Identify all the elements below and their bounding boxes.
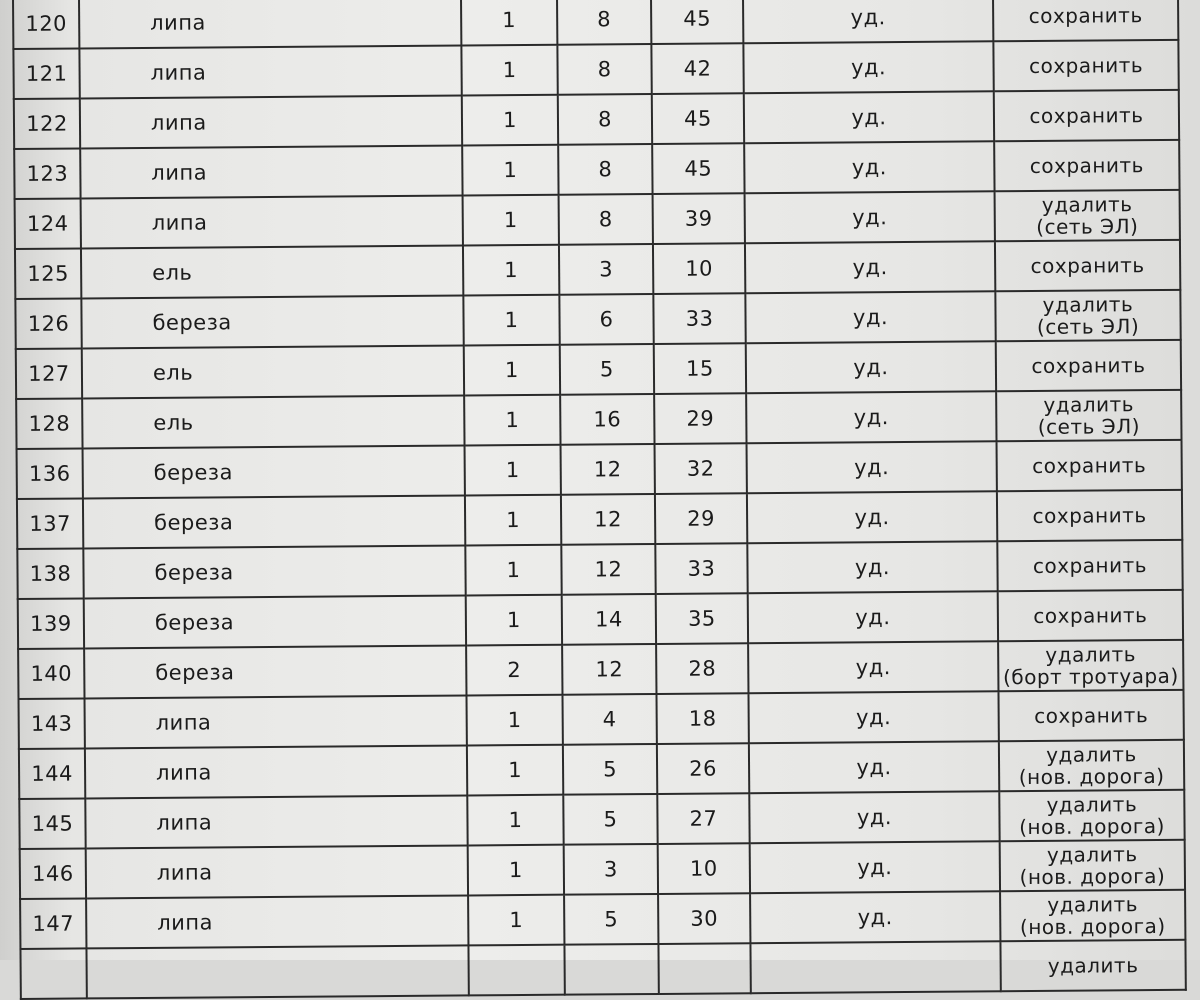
table-body [13, 0, 1186, 999]
quantity-cell: 1 [466, 695, 562, 746]
action-note: (борт тротуара) [1002, 663, 1179, 690]
species-cell: береза [81, 295, 463, 348]
action-label: сохранить [1028, 3, 1143, 29]
action-cell [994, 90, 1179, 141]
height-cell [564, 944, 658, 995]
action-label: сохранить [1028, 53, 1144, 79]
quantity-cell: 1 [464, 395, 560, 446]
quantity-cell: 1 [468, 845, 564, 896]
action-label: сохранить [1032, 453, 1147, 479]
quantity-cell: 1 [467, 795, 563, 846]
action-label: удалить [1047, 892, 1139, 917]
table-row [15, 190, 1180, 249]
quantity-cell: 1 [465, 445, 561, 496]
action-cell [999, 740, 1184, 791]
row-number-cell: 120 [13, 0, 79, 49]
action-label: удалить [1046, 842, 1138, 867]
quantity-cell: 1 [464, 345, 560, 396]
quantity-cell: 1 [466, 595, 562, 646]
table-row [13, 40, 1178, 99]
row-number-cell: 137 [17, 498, 83, 549]
table-row [17, 490, 1182, 549]
unit-cell: уд. [749, 741, 999, 793]
diameter-cell: 26 [657, 743, 749, 794]
unit-cell: уд. [743, 0, 993, 43]
quantity-cell [468, 945, 564, 996]
row-number-cell: 124 [15, 198, 81, 249]
action-label: сохранить [1034, 703, 1149, 728]
height-cell: 6 [559, 294, 653, 345]
diameter-cell: 29 [655, 493, 747, 544]
action-cell [1000, 890, 1185, 941]
action-label: удалить [1043, 392, 1135, 417]
height-cell: 5 [563, 744, 657, 795]
table-row [20, 840, 1185, 899]
unit-cell: уд. [745, 191, 995, 243]
unit-cell: уд. [747, 441, 997, 493]
height-cell: 5 [564, 894, 658, 945]
table-row [17, 540, 1182, 599]
species-cell: береза [84, 645, 466, 698]
table-row [14, 90, 1179, 149]
row-number-cell: 145 [19, 798, 85, 849]
diameter-cell: 27 [657, 793, 749, 844]
table-row [19, 790, 1184, 849]
row-number-cell: 126 [15, 298, 81, 349]
action-cell [998, 590, 1183, 641]
diameter-cell: 30 [658, 893, 750, 944]
species-cell: липа [85, 745, 467, 798]
unit-cell: уд. [748, 691, 998, 743]
quantity-cell: 1 [463, 195, 559, 246]
diameter-cell: 45 [651, 0, 743, 44]
quantity-cell: 1 [462, 95, 558, 146]
diameter-cell: 28 [656, 643, 748, 694]
diameter-cell: 45 [652, 93, 744, 144]
table-row [19, 690, 1184, 749]
action-cell [997, 490, 1182, 541]
table-row [18, 590, 1183, 649]
diameter-cell: 45 [652, 143, 744, 194]
species-cell: липа [81, 195, 463, 248]
action-cell [997, 540, 1182, 591]
action-label: удалить [1042, 292, 1134, 317]
action-label: удалить [1047, 953, 1139, 978]
height-cell: 8 [558, 94, 652, 145]
diameter-cell: 10 [658, 843, 750, 894]
height-cell: 12 [561, 544, 655, 595]
height-cell: 5 [560, 344, 654, 395]
row-number-cell: 123 [14, 148, 80, 199]
row-number-cell: 143 [19, 698, 85, 749]
unit-cell: уд. [744, 91, 994, 143]
quantity-cell: 1 [467, 745, 563, 796]
action-cell [997, 440, 1182, 491]
row-number-cell: 128 [16, 398, 82, 449]
species-cell: липа [85, 795, 467, 848]
height-cell: 8 [558, 144, 652, 195]
tree-inventory-table [12, 0, 1187, 1000]
diameter-cell: 42 [651, 43, 743, 94]
row-number-cell: 144 [19, 748, 85, 799]
diameter-cell: 32 [655, 443, 747, 494]
action-label: удалить [1041, 192, 1133, 217]
action-cell [1000, 940, 1185, 991]
height-cell: 8 [559, 194, 653, 245]
species-cell: ель [81, 245, 463, 298]
action-note: (нов. дорога) [1019, 813, 1165, 840]
species-cell: липа [79, 45, 461, 98]
action-label: сохранить [1032, 503, 1147, 529]
action-note: (сеть ЭЛ) [1036, 214, 1139, 239]
species-cell: береза [83, 495, 465, 548]
table-row [17, 440, 1182, 499]
table-row [16, 390, 1181, 449]
unit-cell: уд. [748, 641, 998, 693]
row-number-cell: 139 [18, 598, 84, 649]
species-cell: липа [86, 845, 468, 898]
table-row [18, 640, 1183, 699]
action-label: удалить [1045, 642, 1137, 667]
table-row [15, 290, 1180, 349]
table-row [20, 940, 1185, 999]
quantity-cell: 1 [465, 495, 561, 546]
unit-cell: уд. [749, 791, 999, 843]
diameter-cell [658, 943, 750, 994]
height-cell: 16 [560, 394, 654, 445]
unit-cell: уд. [750, 841, 1000, 893]
species-cell: липа [85, 695, 467, 748]
action-label: сохранить [1029, 153, 1144, 179]
species-cell [86, 945, 468, 998]
unit-cell: уд. [745, 241, 995, 293]
species-cell: липа [80, 95, 462, 148]
action-cell [995, 190, 1180, 241]
species-cell: береза [83, 545, 465, 598]
unit-cell: уд. [747, 491, 997, 543]
diameter-cell: 10 [653, 243, 745, 294]
species-cell: береза [84, 595, 466, 648]
table-row [15, 240, 1180, 299]
action-label: удалить [1046, 742, 1137, 767]
diameter-cell: 15 [654, 343, 746, 394]
species-cell: ель [82, 345, 464, 398]
unit-cell: уд. [747, 541, 997, 593]
species-cell: липа [80, 145, 462, 198]
quantity-cell: 1 [461, 45, 557, 96]
action-cell [993, 40, 1178, 91]
table-row [19, 740, 1184, 799]
row-number-cell: 136 [17, 448, 83, 499]
unit-cell: уд. [744, 141, 994, 193]
diameter-cell: 39 [653, 193, 745, 244]
unit-cell: уд. [750, 891, 1000, 943]
action-cell [996, 390, 1181, 441]
action-label: сохранить [1029, 103, 1144, 129]
action-label: удалить [1046, 792, 1138, 817]
species-cell: ель [82, 395, 464, 448]
row-number-cell: 121 [13, 48, 79, 99]
quantity-cell: 1 [465, 545, 561, 596]
diameter-cell: 35 [656, 593, 748, 644]
quantity-cell: 1 [463, 245, 559, 296]
action-note: (сеть ЭЛ) [1037, 414, 1141, 439]
unit-cell: уд. [746, 341, 996, 393]
table-wrapper [12, 0, 1185, 978]
height-cell: 5 [563, 794, 657, 845]
height-cell: 14 [562, 594, 656, 645]
action-cell [995, 240, 1180, 291]
action-cell [996, 340, 1181, 391]
table-row [20, 890, 1185, 949]
action-cell [995, 290, 1180, 341]
height-cell: 12 [561, 494, 655, 545]
row-number-cell: 122 [14, 98, 80, 149]
action-cell [998, 640, 1183, 691]
action-note: (сеть ЭЛ) [1036, 314, 1140, 339]
unit-cell: уд. [745, 291, 995, 343]
diameter-cell: 33 [653, 293, 745, 344]
action-label: сохранить [1032, 553, 1148, 578]
action-cell [994, 140, 1179, 191]
quantity-cell: 2 [466, 645, 562, 696]
row-number-cell: 147 [20, 898, 86, 949]
height-cell: 3 [564, 844, 658, 895]
row-number-cell: 127 [16, 348, 82, 399]
action-cell [999, 790, 1184, 841]
action-cell [998, 690, 1183, 741]
row-number-cell: 125 [15, 248, 81, 299]
quantity-cell: 1 [463, 295, 559, 346]
row-number-cell [20, 948, 86, 999]
unit-cell: уд. [746, 391, 996, 443]
height-cell: 3 [559, 244, 653, 295]
diameter-cell: 33 [655, 543, 747, 594]
action-label: сохранить [1033, 603, 1148, 628]
height-cell: 8 [557, 44, 651, 95]
table-row [16, 340, 1181, 399]
action-label: сохранить [1031, 353, 1146, 379]
action-label: сохранить [1030, 253, 1145, 279]
height-cell: 12 [562, 644, 656, 695]
species-cell: липа [79, 0, 461, 48]
quantity-cell: 1 [462, 145, 558, 196]
species-cell: липа [86, 895, 468, 948]
action-cell [993, 0, 1178, 41]
unit-cell: уд. [743, 41, 993, 93]
action-note: (нов. дорога) [1019, 913, 1166, 940]
action-note: (нов. дорога) [1019, 863, 1166, 890]
quantity-cell: 1 [461, 0, 557, 45]
diameter-cell: 29 [654, 393, 746, 444]
table-row [14, 140, 1179, 199]
row-number-cell: 140 [18, 648, 84, 699]
height-cell: 12 [561, 444, 655, 495]
quantity-cell: 1 [468, 895, 564, 946]
row-number-cell: 138 [17, 548, 83, 599]
action-cell [1000, 840, 1185, 891]
action-note: (нов. дорога) [1018, 763, 1165, 790]
height-cell: 4 [562, 694, 656, 745]
height-cell: 8 [557, 0, 651, 45]
species-cell: береза [83, 445, 465, 498]
diameter-cell: 18 [656, 693, 748, 744]
unit-cell [750, 941, 1000, 993]
unit-cell: уд. [748, 591, 998, 643]
row-number-cell: 146 [20, 848, 86, 899]
